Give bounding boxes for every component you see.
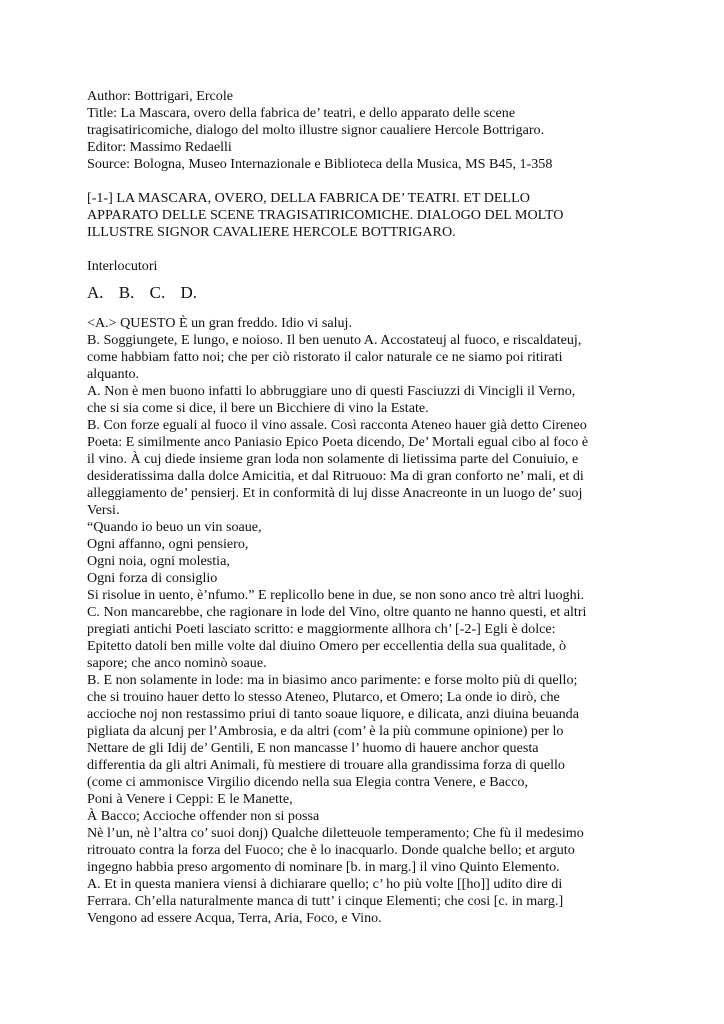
body-line: pregiati antichi Poeti lasciato scritto: e maggiormente allhora ch’ [-2-] Egli è dolce: [87,621,556,637]
body-line: il vino. À cuj diede insieme gran loda non solamente di lietissima parte del Conuiuio, e [87,451,579,467]
document-page [87,88,647,927]
body-line: pigliata da alcunj per l’Ambrosia, e da altri (com’ è la più commune opinione) per lo [87,723,564,739]
body-line: alquanto. [87,366,140,382]
body-line: Ogni noia, ogni molestia, [87,553,230,569]
body-line: C. Non mancarebbe, che ragionare in lode del Vino, oltre quanto ne hanno questi, et altri [87,604,587,620]
body-line: Nettare de gli Idij de’ Gentili, E non mancasse l’ huomo di hauere anchor questa [87,740,539,756]
work-heading [87,190,647,241]
body-line: desideratissima dalla dolce Amicitia, et dal Ritruouo: Ma di gran conforto ne’ mali, et di [87,468,584,484]
body-line: Poni à Venere i Ceppi: E le Manette, [87,791,293,807]
speaker-list: A. B. C. D. [87,283,197,302]
body-line: Ogni forza di consiglio [87,570,218,586]
body-line: B. E non solamente in lode: ma in biasimo anco parimente: e forse molto più di quello; [87,672,578,688]
spacer [87,173,647,190]
body-line: A. Et in questa maniera viensi à dichiarare quello; c’ ho più volte [[ho]] udito dire di [87,876,563,892]
body-line: ingegno habbia preso argomento di nominare [b. in marg.] il vino Quinto Elemento. [87,859,560,875]
body-line: che si sia come si dice, il bere un Bicchiere di vino la Estate. [87,400,429,416]
body-line: alleggiamento de’ pensierj. Et in conformità di luj disse Anacreonte in un luogo de’ suoj [87,485,583,501]
body-line: B. Con forze eguali al fuoco il vino assale. Così racconta Ateneo hauer già detto Cireneo [87,417,587,433]
heading-line: APPARATO DELLE SCENE TRAGISATIRICOMICHE. DIALOGO DEL MOLTO [87,207,564,223]
body-line: B. Soggiungete, E lungo, e noioso. Il ben uenuto A. Accostateuj al fuoco, e riscaldateuj, [87,332,582,348]
body-line: Ferrara. Ch’ella naturalmente manca di tutt’ i cinque Elementi; che cosi [c. in marg.] [87,893,564,909]
author-line: Author: Bottrigari, Ercole [87,88,233,104]
title-line-2: tragisatiricomiche, dialogo del molto illustre signor caualiere Hercole Bottrigaro. [87,122,545,138]
source-line: Source: Bologna, Museo Internazionale e Biblioteca della Musica, MS B45, 1-358 [87,156,553,172]
body-line: Epitetto datoli ben mille volte dal diuino Omero per eccellentia della sua qualitade, ò [87,638,567,654]
title-line-1: Title: La Mascara, overo della fabrica de’ teatri, e dello apparato delle scene [87,105,516,121]
body-line: accioche noj non restassimo priui di tanto soaue liquore, e dilicata, anzi diuina beuanda [87,706,579,722]
heading-line: ILLUSTRE SIGNOR CAVALIERE HERCOLE BOTTRIGARO. [87,224,456,240]
metadata-block [87,88,647,173]
body-line: Ogni affanno, ogni pensiero, [87,536,249,552]
dialogue-body [87,315,647,927]
body-line: sapore; che anco nominò soaue. [87,655,267,671]
body-line: ritrouato contra la forza del Fuoco; che è lo inacquarlo. Donde qualche bello; et arguto [87,842,575,858]
body-line: À Bacco; Accioche offender non si possa [87,808,320,824]
body-line: differentia da gli altri Animali, fù mestiere di trouare alla grandissima forza di quello [87,757,565,773]
body-line: A. Non è men buono infatti lo abbruggiare uno di questi Fasciuzzi di Vincigli il Verno, [87,383,576,399]
body-line: Si risolue in uento, è’nfumo.” E replicollo bene in due, se non sono anco trè altri luoghi. [87,587,585,603]
body-line: Versi. [87,502,120,518]
interlocutori-label: Interlocutori [87,258,158,274]
spacer [87,241,647,258]
body-line: come habbiam fatto noi; che per ciò ristorato il calor naturale ce ne siamo poi ritirati [87,349,563,365]
body-line: (come ci ammonisce Virgilio dicendo nella sua Elegia contra Venere, e Bacco, [87,774,528,790]
body-line: “Quando io beuo un vin soaue, [87,519,262,535]
body-line: Vengono ad essere Acqua, Terra, Aria, Foco, e Vino. [87,910,382,926]
body-line: Poeta: E similmente anco Paniasio Epico Poeta dicendo, De’ Mortali egual cibo al foco è [87,434,589,450]
body-line: <A.> QUESTO È un gran freddo. Idio vi saluj. [87,315,352,331]
body-line: Nè l’un, nè l’altra co’ suoi donj) Qualche diletteuole temperamento; Che fù il medesimo [87,825,584,841]
heading-line: [-1-] LA MASCARA, OVERO, DELLA FABRICA DE’ TEATRI. ET DELLO [87,190,530,206]
editor-line: Editor: Massimo Redaelli [87,139,232,155]
body-line: che si trouino hauer detto lo stesso Ateneo, Plutarco, et Omero; La onde io dirò, che [87,689,560,705]
